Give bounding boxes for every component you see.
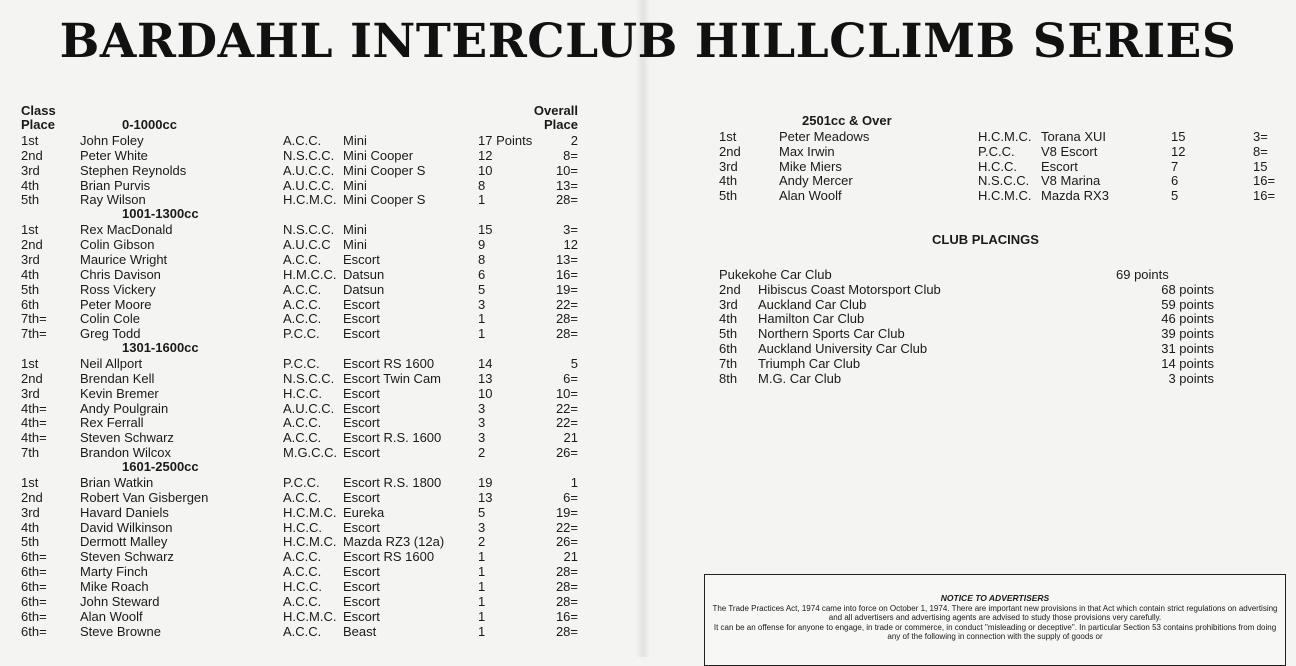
club-cell: A.C.C.	[283, 281, 322, 297]
club-cell: A.U.C.C.	[283, 177, 335, 193]
place-cell: 4th	[719, 173, 738, 189]
overall-place-cell: 13=	[555, 251, 578, 267]
car-cell: Mini Cooper S	[343, 162, 426, 178]
place-cell: 7th=	[21, 326, 47, 342]
overall-place-cell: 6=	[563, 370, 578, 386]
club-cell: A.C.C.	[283, 430, 322, 446]
car-cell: Mini	[343, 177, 367, 193]
driver-cell: Peter Moore	[80, 296, 152, 312]
points-cell: 10	[478, 385, 493, 401]
result-row	[0, 386, 640, 401]
place-cell: 5th	[719, 188, 738, 204]
club-place-cell: 7th	[719, 355, 738, 371]
car-cell: Escort RS 1600	[343, 356, 435, 372]
club-points-cell: 39 points	[1161, 326, 1214, 342]
overall-place-cell: 5	[570, 356, 578, 372]
club-cell: A.C.C.	[283, 549, 322, 565]
driver-cell: Rex MacDonald	[80, 222, 173, 238]
place-cell: 3rd	[21, 251, 40, 267]
club-cell: H.M.C.C.	[283, 266, 337, 282]
points-cell: 12	[478, 147, 493, 163]
car-cell: Datsun	[343, 266, 385, 282]
club-cell: N.S.C.C.	[978, 173, 1030, 189]
club-cell: A.U.C.C.	[283, 162, 335, 178]
club-place-cell: 8th	[719, 370, 738, 386]
place-cell: 4th	[21, 266, 40, 282]
points-cell: 3	[478, 415, 486, 431]
result-row	[0, 173, 1296, 188]
place-cell: 6th	[21, 296, 40, 312]
overall-place-cell: 6=	[563, 489, 578, 505]
driver-cell: Rex Ferrall	[80, 415, 144, 431]
overall-place-cell: 10=	[555, 162, 578, 178]
points-cell: 6	[478, 266, 486, 282]
club-name-cell: Hibiscus Coast Motorsport Club	[758, 281, 941, 297]
club-cell: H.C.C.	[283, 385, 322, 401]
overall-place-cell: 12	[563, 237, 578, 253]
club-place-cell: 6th	[719, 341, 738, 356]
place-cell: 1st	[719, 129, 737, 144]
driver-cell: Neil Allport	[80, 356, 143, 372]
notice-title: NOTICE TO ADVERTISERS	[940, 593, 1050, 603]
club-cell: H.C.C.	[283, 519, 322, 535]
result-row	[0, 129, 1296, 144]
points-cell: 3	[478, 296, 486, 312]
club-cell: A.C.C.	[283, 296, 322, 312]
points-cell: 14	[478, 356, 493, 372]
club-name-cell: Northern Sports Car Club	[758, 326, 905, 342]
place-cell: 4th=	[21, 400, 47, 416]
club-cell: A.C.C.	[283, 564, 322, 580]
overall-place-cell: 21	[563, 549, 578, 565]
club-points-cell: 3 points	[1168, 370, 1214, 386]
car-cell: Escort R.S. 1600	[343, 430, 442, 446]
result-row	[0, 144, 1296, 159]
overall-place-cell: 21	[563, 430, 578, 446]
result-row	[0, 564, 640, 579]
overall-place-cell: 16=	[1253, 173, 1276, 189]
place-cell: 6th=	[21, 549, 47, 565]
result-row	[0, 430, 640, 445]
place-cell: 6th=	[21, 623, 47, 639]
points-cell: 3	[478, 400, 486, 416]
club-row	[0, 356, 1296, 371]
place-cell: 3rd	[719, 158, 738, 174]
place-cell: 1st	[21, 356, 39, 372]
overall-place-cell: 28=	[555, 623, 578, 639]
overall-place-cell: 13=	[555, 177, 578, 193]
club-points-cell: 31 points	[1161, 341, 1214, 356]
club-cell: P.C.C.	[283, 326, 320, 342]
driver-cell: Steven Schwarz	[80, 549, 174, 565]
overall-place-cell: 16=	[1253, 188, 1276, 204]
overall-place-cell: 19=	[555, 281, 578, 297]
driver-cell: Kevin Bremer	[80, 385, 159, 401]
overall-place-cell: 26=	[555, 445, 578, 461]
club-cell: N.S.C.C.	[283, 370, 335, 386]
points-cell: 8	[478, 177, 486, 193]
overall-place-cell: 28=	[555, 593, 578, 609]
result-row	[0, 579, 640, 594]
car-cell: Escort RS 1600	[343, 549, 435, 565]
points-cell: 5	[478, 281, 486, 297]
page-title: BARDAHL INTERCLUB HILLCLIMB SERIES	[59, 14, 1237, 69]
points-cell: 19	[478, 475, 493, 490]
place-cell: 4th	[21, 177, 40, 193]
result-row	[0, 534, 640, 549]
points-cell: 1	[478, 549, 486, 565]
points-cell: 17 Points	[478, 133, 533, 148]
club-row	[0, 282, 1296, 297]
overall-place-cell: 28=	[555, 311, 578, 327]
club-points-cell: 46 points	[1161, 311, 1214, 327]
points-cell: 15	[1171, 129, 1186, 144]
club-row	[0, 297, 1296, 312]
points-cell: 1	[478, 623, 486, 639]
car-cell: Escort	[343, 296, 380, 312]
points-cell: 1	[478, 578, 486, 594]
points-cell: 1	[478, 311, 486, 327]
club-cell: P.C.C.	[283, 475, 320, 490]
place-cell: 2nd	[21, 489, 43, 505]
car-cell: Escort	[343, 578, 380, 594]
car-cell: Mini	[343, 133, 367, 148]
notice-to-advertisers	[704, 574, 1286, 666]
points-cell: 9	[478, 237, 486, 253]
overall-place-cell: 28=	[555, 326, 578, 342]
overall-place-cell: 1	[570, 475, 578, 490]
car-cell: Escort	[343, 489, 380, 505]
points-cell: 1	[478, 564, 486, 580]
club-name-cell: Triumph Car Club	[758, 355, 861, 371]
place-cell: 6th=	[21, 578, 47, 594]
club-row	[0, 371, 1296, 386]
car-cell: V8 Escort	[1041, 143, 1098, 159]
points-cell: 1	[478, 608, 486, 624]
result-row	[0, 401, 640, 416]
place-cell: 3rd	[21, 504, 40, 520]
car-cell: Escort	[343, 593, 380, 609]
driver-cell: Havard Daniels	[80, 504, 169, 520]
club-cell: N.S.C.C.	[283, 147, 335, 163]
points-cell: 3	[478, 519, 486, 535]
place-cell: 1st	[21, 222, 39, 238]
driver-cell: Peter Meadows	[779, 129, 870, 144]
overall-place-header	[520, 104, 578, 132]
club-name-cell: M.G. Car Club	[758, 370, 842, 386]
place-cell: 4th=	[21, 415, 47, 431]
place-cell: 5th	[21, 534, 40, 550]
driver-cell: Dermott Malley	[80, 534, 168, 550]
club-place-cell: 2nd	[719, 281, 741, 297]
overall-place-cell: 22=	[555, 296, 578, 312]
club-cell: A.C.C.	[283, 593, 322, 609]
driver-cell: Brian Watkin	[80, 475, 154, 490]
overall-place-cell: 10=	[555, 385, 578, 401]
club-place-cell: 3rd	[719, 296, 738, 312]
result-row	[0, 520, 640, 535]
overall-place-cell: 3=	[1253, 129, 1268, 144]
car-cell: Mazda RZ3 (12a)	[343, 534, 445, 550]
points-cell: 3	[478, 430, 486, 446]
driver-cell: John Steward	[80, 593, 160, 609]
driver-cell: Marty Finch	[80, 564, 148, 580]
club-cell: H.C.M.C.	[283, 608, 337, 624]
club-cell: H.C.M.C.	[978, 129, 1032, 144]
points-cell: 7	[1171, 158, 1179, 174]
club-row	[0, 341, 1296, 356]
overall-place-cell: 16=	[555, 608, 578, 624]
club-cell: A.C.C.	[283, 415, 322, 431]
points-cell: 12	[1171, 143, 1186, 159]
driver-cell: Andy Mercer	[779, 173, 853, 189]
result-row	[0, 505, 640, 520]
result-row	[0, 237, 640, 252]
club-cell: A.C.C.	[283, 311, 322, 327]
club-cell: H.C.M.C.	[978, 188, 1032, 204]
club-cell: P.C.C.	[283, 356, 320, 372]
club-cell: A.C.C.	[283, 133, 322, 148]
driver-cell: Mike Miers	[779, 158, 842, 174]
driver-cell: Steven Schwarz	[80, 430, 174, 446]
place-cell: 5th	[21, 281, 40, 297]
club-cell: A.C.C.	[283, 251, 322, 267]
overall-place-cell: 22=	[555, 519, 578, 535]
result-row	[0, 445, 640, 460]
club-cell: H.C.M.C.	[283, 504, 337, 520]
category-heading: 0-1000cc	[122, 117, 177, 132]
result-row	[0, 549, 640, 564]
result-row	[0, 415, 640, 430]
car-cell: Escort	[343, 519, 380, 535]
result-row	[0, 490, 640, 505]
overall-place-cell: 22=	[555, 400, 578, 416]
driver-cell: Andy Poulgrain	[80, 400, 169, 416]
car-cell: Torana XUI	[1041, 129, 1107, 144]
category-heading: 1301-1600cc	[122, 340, 199, 356]
points-cell: 2	[478, 534, 486, 550]
place-cell: 6th=	[21, 564, 47, 580]
driver-cell: Colin Gibson	[80, 237, 155, 253]
car-cell: Eureka	[343, 504, 385, 520]
car-cell: Mini Cooper S	[343, 192, 426, 208]
overall-place-cell: 15	[1253, 158, 1268, 174]
driver-cell: Colin Cole	[80, 311, 140, 327]
club-cell: A.U.C.C.	[283, 400, 335, 416]
car-cell: Datsun	[343, 281, 385, 297]
overall-place-cell: 16=	[555, 266, 578, 282]
club-points-cell: 68 points	[1161, 281, 1214, 297]
driver-cell: John Foley	[80, 133, 144, 148]
driver-cell: Mike Roach	[80, 578, 149, 594]
club-cell: A.C.C.	[283, 623, 322, 639]
car-cell: Escort	[343, 445, 380, 461]
place-cell: 3rd	[21, 385, 40, 401]
overall-place-cell: 22=	[555, 415, 578, 431]
club-name-cell: Hamilton Car Club	[758, 311, 865, 327]
driver-cell: Alan Woolf	[779, 188, 842, 204]
car-cell: Beast	[343, 623, 377, 639]
club-placings-title: CLUB PLACINGS	[932, 232, 1039, 247]
result-row	[0, 609, 640, 624]
result-row	[0, 252, 640, 267]
club-points-cell: 59 points	[1161, 296, 1214, 312]
place-cell: 5th	[21, 192, 40, 208]
driver-cell: Peter White	[80, 147, 148, 163]
car-cell: Escort	[343, 311, 380, 327]
overall-place-cell: 8=	[1253, 143, 1268, 159]
car-cell: Escort	[343, 415, 380, 431]
club-cell: A.C.C.	[283, 489, 322, 505]
club-place-cell: 4th	[719, 311, 738, 327]
car-cell: Mazda RX3	[1041, 188, 1109, 204]
overall-place-cell: 28=	[555, 564, 578, 580]
points-cell: 8	[478, 251, 486, 267]
overall-place-cell: 28=	[555, 192, 578, 208]
club-cell: M.G.C.C.	[283, 445, 338, 461]
points-cell: 5	[478, 504, 486, 520]
overall-place-cell: 26=	[555, 534, 578, 550]
driver-cell: Steve Browne	[80, 623, 161, 639]
notice-paragraph-1: The Trade Practices Act, 1974 came into force on October 1, 1974. There are important new provisions in that Act which contain strict regulations on advertising and all advertisers and advertising agents are advised to study those provisions very carefully.	[712, 603, 1278, 622]
place-cell: 1st	[21, 133, 39, 148]
car-cell: Mini Cooper	[343, 147, 414, 163]
driver-cell: Chris Davison	[80, 266, 161, 282]
place-cell: 2nd	[719, 143, 741, 159]
car-cell: Escort Twin Cam	[343, 370, 442, 386]
driver-cell: David Wilkinson	[80, 519, 173, 535]
club-cell: P.C.C.	[978, 143, 1015, 159]
result-row	[0, 188, 1296, 203]
club-points-cell: 69 points	[1116, 267, 1169, 282]
place-cell: 4th	[21, 519, 40, 535]
car-cell: Escort	[1041, 158, 1078, 174]
result-row	[0, 222, 640, 237]
car-cell: Escort R.S. 1800	[343, 475, 442, 490]
result-row	[0, 624, 640, 639]
points-cell: 13	[478, 370, 493, 386]
car-cell: Mini	[343, 222, 367, 238]
club-row	[0, 267, 1296, 282]
points-cell: 2	[478, 445, 486, 461]
club-name-cell: Auckland Car Club	[758, 296, 867, 312]
club-name-cell: Auckland University Car Club	[758, 341, 928, 356]
points-cell: 1	[478, 593, 486, 609]
place-cell: 2nd	[21, 147, 43, 163]
category-heading: 2501cc & Over	[802, 113, 892, 128]
points-cell: 13	[478, 489, 493, 505]
driver-cell: Brian Purvis	[80, 177, 151, 193]
place-cell: 6th=	[21, 593, 47, 609]
category-heading: 1601-2500cc	[122, 459, 199, 474]
car-cell: Escort	[343, 385, 380, 401]
overall-place-cell: 28=	[555, 578, 578, 594]
driver-cell: Greg Todd	[80, 326, 141, 342]
car-cell: V8 Marina	[1041, 173, 1101, 189]
notice-paragraph-2: It can be an offense for anyone to engage, in trade or commerce, in conduct "misleading or deceptive". In particular Section 53 contains prohibitions from doing any of the following in connection with the supply of goods or	[713, 622, 1277, 641]
overall-place-cell: 3=	[563, 222, 578, 238]
club-name-cell: Pukekohe Car Club	[719, 267, 832, 282]
place-cell: 3rd	[21, 162, 40, 178]
club-cell: H.C.M.C.	[283, 192, 337, 208]
car-cell: Escort	[343, 326, 380, 342]
overall-place-cell: 19=	[555, 504, 578, 520]
class-place-label: Class Place	[21, 103, 56, 132]
place-cell: 2nd	[21, 370, 43, 386]
driver-cell: Alan Woolf	[80, 608, 143, 624]
driver-cell: Max Irwin	[779, 143, 835, 159]
overall-place-cell: 8=	[563, 147, 578, 163]
club-place-cell: 5th	[719, 326, 738, 342]
club-row	[0, 326, 1296, 341]
club-cell: N.S.C.C.	[283, 222, 335, 238]
overall-place-label: Overall Place	[533, 103, 578, 132]
place-cell: 7th	[21, 445, 40, 461]
points-cell: 15	[478, 222, 493, 238]
driver-cell: Brandon Wilcox	[80, 445, 172, 461]
club-cell: H.C.C.	[283, 578, 322, 594]
driver-cell: Stephen Reynolds	[80, 162, 187, 178]
driver-cell: Maurice Wright	[80, 251, 168, 267]
driver-cell: Robert Van Gisbergen	[80, 489, 209, 505]
result-row	[0, 594, 640, 609]
club-cell: H.C.M.C.	[283, 534, 337, 550]
car-cell: Escort	[343, 608, 380, 624]
car-cell: Escort	[343, 251, 380, 267]
points-cell: 1	[478, 192, 486, 208]
result-row	[0, 159, 1296, 174]
club-points-cell: 14 points	[1161, 355, 1214, 371]
points-cell: 10	[478, 162, 493, 178]
car-cell: Escort	[343, 400, 380, 416]
driver-cell: Ross Vickery	[80, 281, 156, 297]
category-heading: 1001-1300cc	[122, 206, 199, 222]
club-cell: H.C.C.	[978, 158, 1017, 174]
points-cell: 6	[1171, 173, 1179, 189]
place-cell: 2nd	[21, 237, 43, 253]
car-cell: Mini	[343, 237, 367, 253]
place-cell: 4th=	[21, 430, 47, 446]
club-cell: A.U.C.C	[283, 237, 331, 253]
club-row	[0, 311, 1296, 326]
points-cell: 1	[478, 326, 486, 342]
class-place-header	[21, 104, 56, 132]
place-cell: 1st	[21, 475, 39, 490]
driver-cell: Brendan Kell	[80, 370, 155, 386]
overall-place-cell: 2	[570, 133, 578, 148]
result-row	[0, 475, 640, 490]
place-cell: 6th=	[21, 608, 47, 624]
car-cell: Escort	[343, 564, 380, 580]
driver-cell: Ray Wilson	[80, 192, 146, 208]
points-cell: 5	[1171, 188, 1179, 204]
place-cell: 7th=	[21, 311, 47, 327]
